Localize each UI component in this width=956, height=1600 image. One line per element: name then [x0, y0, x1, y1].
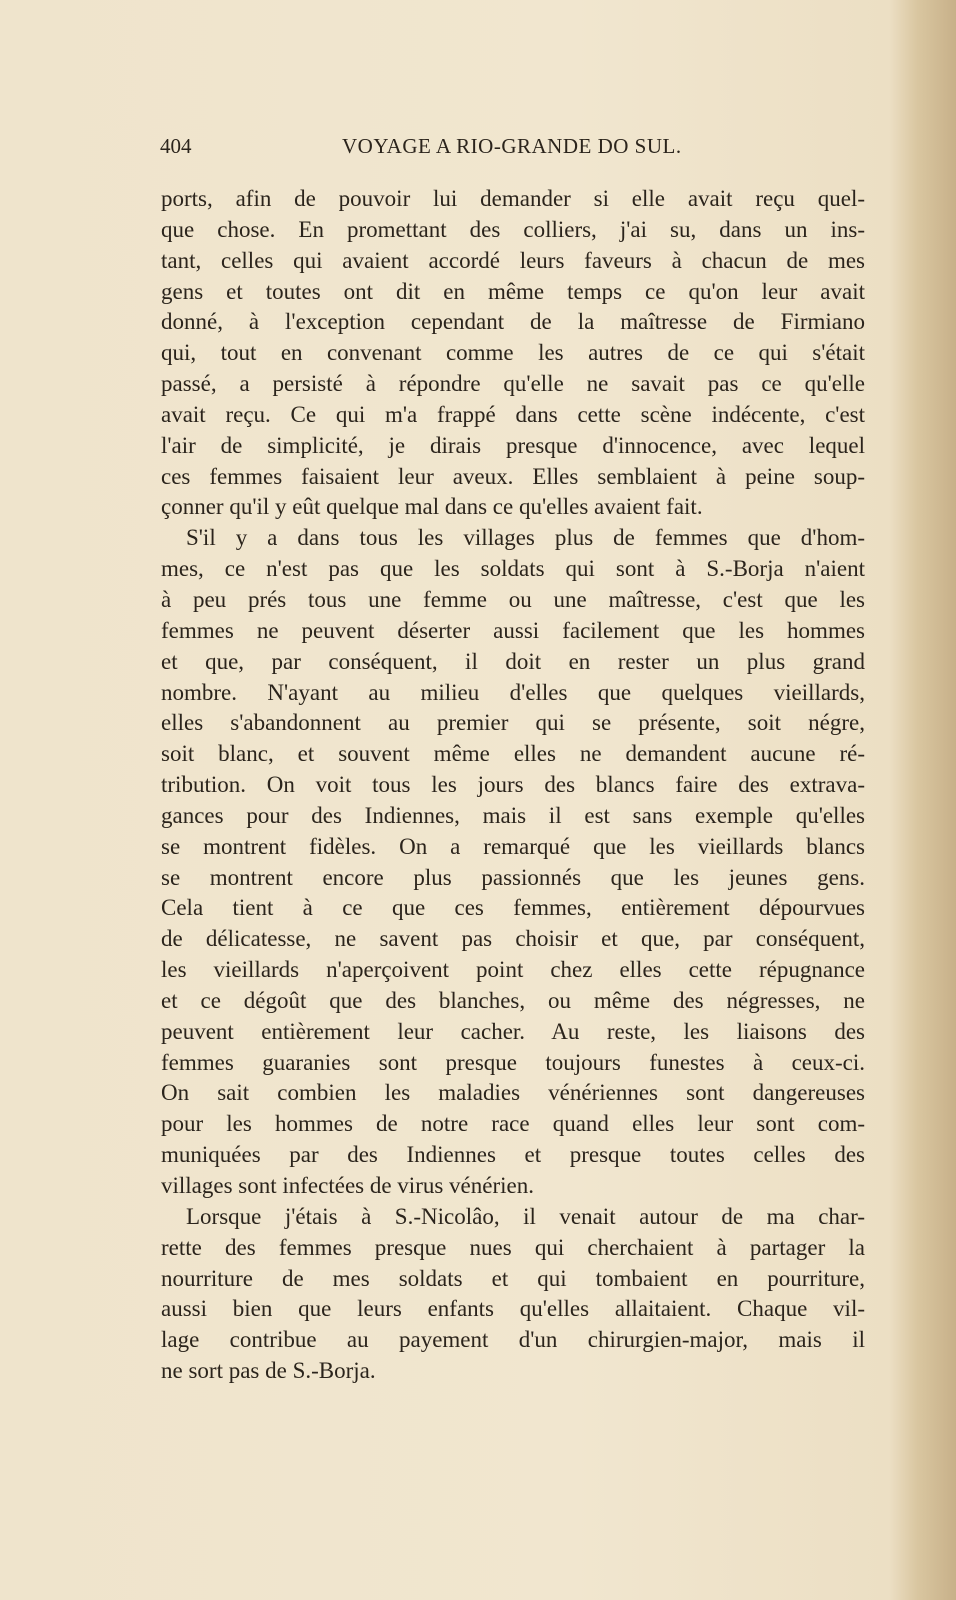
text-line: gances pour des Indiennes, mais il est sans exemple qu'elles: [161, 802, 865, 828]
text-line: et ce dégoût que des blanches, ou même des négresses, ne: [161, 987, 865, 1013]
text-line: muniquées par des Indiennes et presque toutes celles des: [161, 1142, 865, 1168]
text-line: à peu prés tous une femme ou une maîtresse, c'est que les: [161, 586, 865, 612]
text-line: l'air de simplicité, je dirais presque d'innocence, avec lequel: [161, 432, 865, 458]
text-line: se montrent fidèles. On a remarqué que les vieillards blancs: [161, 833, 865, 859]
page-number: 404: [160, 134, 192, 158]
text-line: gens et toutes ont dit en même temps ce qu'on leur avait: [161, 278, 865, 304]
text-line: qui, tout en convenant comme les autres de ce qui s'était: [161, 340, 865, 366]
text-line: peuvent entièrement leur cacher. Au reste, les liaisons des: [161, 1018, 865, 1044]
text-line: que chose. En promettant des colliers, j'ai su, dans un ins-: [161, 216, 865, 242]
text-line: Lorsque j'étais à S.-Nicolâo, il venait autour de ma char-: [186, 1203, 865, 1229]
running-header: [160, 134, 865, 164]
text-line: mes, ce n'est pas que les soldats qui sont à S.-Borja n'aient: [161, 556, 865, 582]
text-line: pour les hommes de notre race quand elles leur sont com-: [161, 1111, 865, 1137]
body-text: [161, 184, 865, 1387]
text-line: ces femmes faisaient leur aveux. Elles semblaient à peine soup-: [161, 463, 865, 489]
text-line: Cela tient à ce que ces femmes, entièrement dépourvues: [161, 895, 865, 921]
text-line: avait reçu. Ce qui m'a frappé dans cette scène indécente, c'est: [161, 401, 865, 427]
text-line: elles s'abandonnent au premier qui se présente, soit négre,: [161, 710, 865, 736]
text-line: villages sont infectées de virus vénérien.: [161, 1173, 534, 1198]
text-line: lage contribue au payement d'un chirurgien-major, mais il: [161, 1327, 865, 1353]
text-line: femmes ne peuvent déserter aussi facilement que les hommes: [161, 617, 865, 643]
running-title: VOYAGE A RIO-GRANDE DO SUL.: [342, 134, 682, 158]
text-line: et que, par conséquent, il doit en rester un plus grand: [161, 648, 865, 674]
text-line: les vieillards n'aperçoivent point chez elles cette répugnance: [161, 957, 865, 983]
text-line: rette des femmes presque nues qui cherchaient à partager la: [161, 1234, 865, 1260]
text-line: aussi bien que leurs enfants qu'elles allaitaient. Chaque vil-: [161, 1296, 865, 1322]
text-line: tant, celles qui avaient accordé leurs faveurs à chacun de mes: [161, 247, 865, 273]
text-line: nombre. N'ayant au milieu d'elles que quelques vieillards,: [161, 679, 865, 705]
text-line: tribution. On voit tous les jours des blancs faire des extrava-: [161, 772, 865, 798]
text-line: ports, afin de pouvoir lui demander si elle avait reçu quel-: [161, 186, 865, 211]
text-line: de délicatesse, ne savent pas choisir et que, par conséquent,: [161, 926, 865, 952]
text-line: passé, a persisté à répondre qu'elle ne savait pas ce qu'elle: [161, 371, 865, 397]
text-line: femmes guaranies sont presque toujours funestes à ceux-ci.: [161, 1049, 865, 1075]
text-line: On sait combien les maladies vénériennes sont dangereuses: [161, 1080, 865, 1106]
text-line: donné, à l'exception cependant de la maîtresse de Firmiano: [161, 309, 865, 335]
text-line: çonner qu'il y eût quelque mal dans ce qu'elles avaient fait.: [161, 494, 703, 520]
text-line: S'il y a dans tous les villages plus de femmes que d'hom-: [186, 525, 865, 551]
text-line: ne sort pas de S.-Borja.: [161, 1358, 376, 1384]
text-line: soit blanc, et souvent même elles ne demandent aucune ré-: [161, 741, 865, 767]
text-line: nourriture de mes soldats et qui tombaient en pourriture,: [161, 1265, 865, 1291]
text-line: se montrent encore plus passionnés que les jeunes gens.: [161, 864, 865, 890]
